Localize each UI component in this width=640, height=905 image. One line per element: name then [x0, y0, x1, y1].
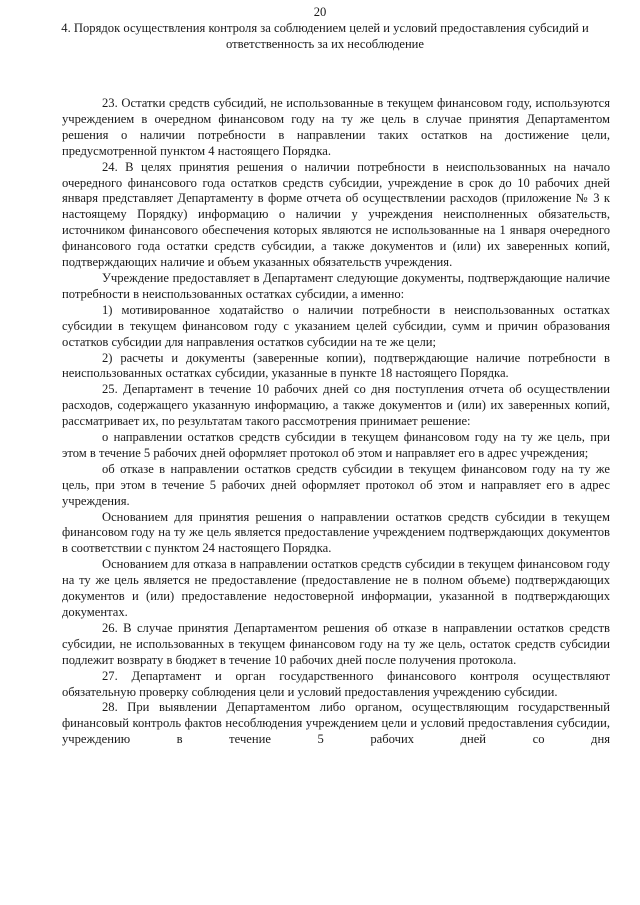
- paragraph-item-1: 1) мотивированное ходатайство о наличии потребности в неиспользованных остатках субсидии в текущем финансовом году с указанием целей субсидии, сумм и причин образования остатков субсидии для направления остатков субсидии на те же цели;: [62, 302, 610, 349]
- paragraph-decision-approve: о направлении остатков средств субсидии в текущем финансовом году на ту же цель, при этом в течение 5 рабочих дней оформляет протокол об этом и направляет его в адрес учреждения;: [62, 430, 610, 460]
- paragraph-25: 25. Департамент в течение 10 рабочих дней со дня поступления отчета об осуществлении расходов, содержащего указанную информацию, а также документов и (или) их заверенных копий, рассматривает их, по результатам такого рассмотрения принимает решение:: [62, 382, 610, 429]
- paragraph-item-2: 2) расчеты и документы (заверенные копии), подтверждающие наличие потребности в неиспользованных остатках субсидии, указанные в пункте 18 настоящего Порядка.: [62, 350, 610, 381]
- page-number: 20: [313, 5, 327, 19]
- paragraph-23: 23. Остатки средств субсидий, не использованные в текущем финансовом году, используются учреждением в очередном финансовом году на ту же цель в случае принятия Департаментом решения о наличии потребности в направлении таких остатков на достижение цели, предусмотренной пунктом 4 настоящего Порядка.: [62, 96, 610, 158]
- paragraph-decision-refuse: об отказе в направлении остатков средств субсидии в текущем финансовом году на ту же цель, при этом в течение 5 рабочих дней оформляет протокол об этом и направляет его в адрес учреждения.: [62, 461, 610, 508]
- paragraph-28: 28. При выявлении Департаментом либо органом, осуществляющим государственный финансовый контроль фактов несоблюдения учреждением цели и условий предоставления субсидии, учреждению в течение 5 рабочих дней со дня: [62, 700, 610, 747]
- paragraph-24: 24. В целях принятия решения о наличии потребности в неиспользованных на начало очередного финансового года остатков средств субсидии, учреждение в срок до 10 рабочих дней января представляет Департаменту в форме отчета об осуществлении расходов (приложение № 3 к настоящему Порядку) информацию о наличии у учреждения неисполненных обязательств, источником финансового обеспечения которых являются не использованные на 1 января очередного финансового года остатки средств субсидии, а также документов и (или) их заверенных копий, подтверждающих наличие и объем указанных обязательств учреждения.: [62, 159, 610, 270]
- paragraph-documents-intro: Учреждение предоставляет в Департамент следующие документы, подтверждающие наличие потребности в неиспользованных остатках субсидии, а именно:: [62, 270, 610, 301]
- section-title: 4. Порядок осуществления контроля за соблюдением целей и условий предоставления субсидий и ответственность за их несоблюдение: [61, 21, 589, 51]
- paragraph-grounds-approve: Основанием для принятия решения о направлении остатков средств субсидии в текущем финансовом году на ту же цель является предоставление учреждением подтверждающих документов в соответствии с пунктом 24 настоящего Порядка.: [62, 509, 610, 556]
- document-body: [62, 96, 610, 748]
- paragraph-grounds-refuse: Основанием для отказа в направлении остатков средств субсидии в текущем финансовом году на ту же цель является не предоставление (предоставление не в полном объеме) подтверждающих документов и (или) предоставление недостоверной информации, указанной в подтверждающих документах.: [62, 557, 610, 619]
- paragraph-26: 26. В случае принятия Департаментом решения об отказе в направлении остатков средств субсидии, не использованных в текущем финансовом году на ту же цель, остаток средств субсидии подлежит возврату в бюджет в течение 10 рабочих дней после получения протокола.: [62, 620, 610, 667]
- paragraph-27: 27. Департамент и орган государственного финансового контроля осуществляют обязательную проверку соблюдения цели и условий предоставления учреждению субсидии.: [62, 668, 610, 699]
